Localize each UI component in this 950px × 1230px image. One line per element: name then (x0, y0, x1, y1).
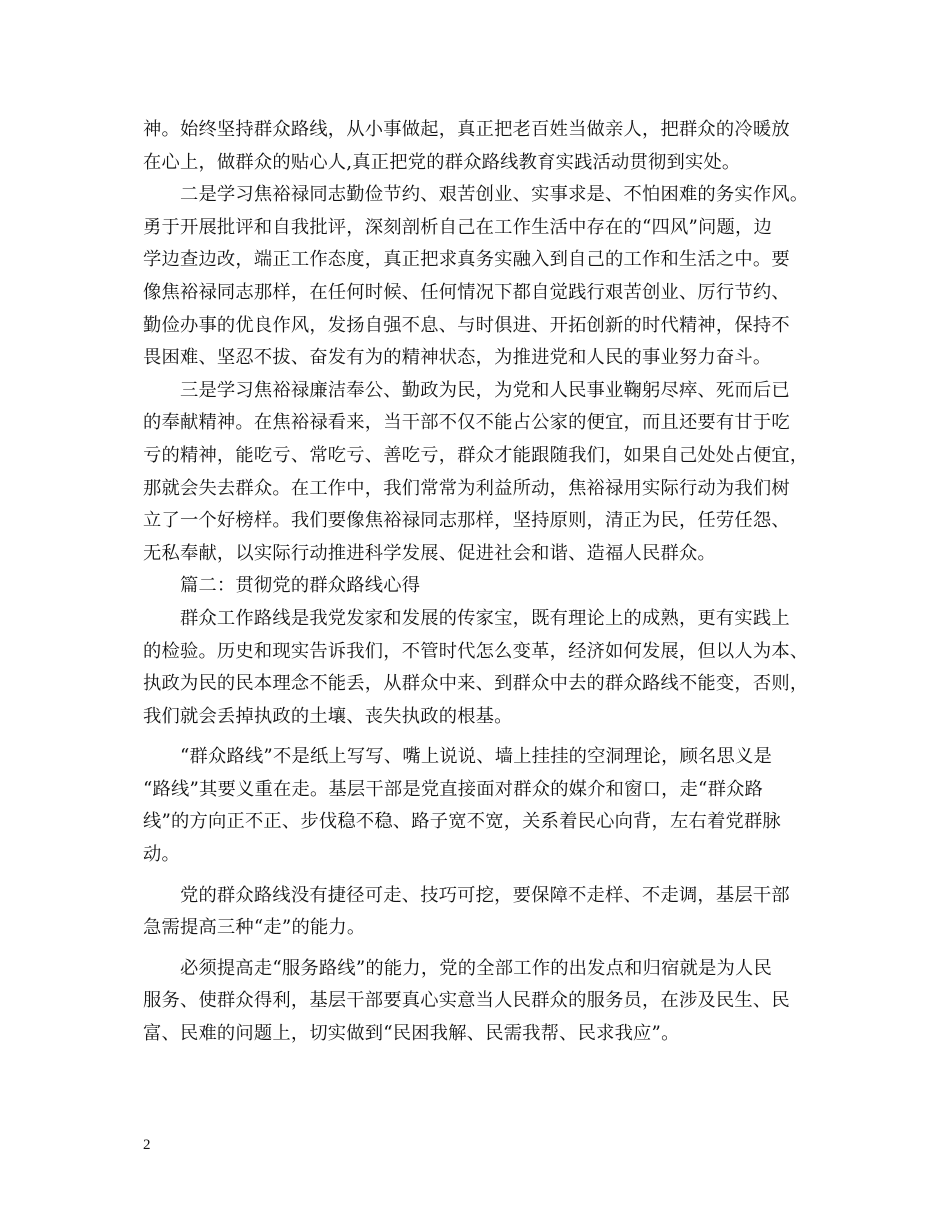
document-body (143, 114, 823, 1051)
paragraph-6 (143, 880, 823, 945)
paragraph-7 (143, 953, 823, 1051)
paragraph-spacer (143, 733, 823, 741)
text-line: “路线”其要义重在走。基层干部是党直接面对群众的媒介和窗口，走“群众路 (143, 778, 764, 800)
text-line: 党的群众路线没有捷径可走、技巧可挖，要保障不走样、不走调，基层干部 (143, 884, 790, 906)
paragraph-2 (143, 179, 823, 375)
text-line: 那就会失去群众。在工作中，我们常常为利益所动，焦裕禄用实际行动为我们树 (143, 477, 790, 499)
paragraph-5 (143, 741, 823, 871)
text-line: 群众工作路线是我党发家和发展的传家宝，既有理论上的成熟，更有实践上 (143, 607, 790, 629)
text-line: 神。始终坚持群众路线，从小事做起，真正把老百姓当做亲人，把群众的冷暖放 (143, 119, 790, 140)
paragraph-4 (143, 603, 823, 733)
text-line: 勇于开展批评和自我批评，深刻剖析自己在工作生活中存在的“四风”问题，边 (143, 216, 772, 238)
text-line: 服务、使群众得利，基层干部要真心实意当人民群众的服务员，在涉及民生、民 (143, 990, 790, 1012)
paragraph-1 (143, 114, 823, 179)
paragraph-3 (143, 375, 823, 571)
text-line: 富、民难的问题上，切实做到“民困我解、民需我帮、民求我应”。 (143, 1023, 680, 1045)
text-line: “群众路线”不是纸上写写、嘴上说说、墙上挂挂的空洞理论，顾名思义是 (143, 746, 772, 768)
text-line: 急需提高三种“走”的能力。 (143, 917, 366, 939)
text-line: 在心上，做群众的贴心人,真正把党的群众路线教育实践活动贯彻到实处。 (143, 151, 741, 173)
text-line: 执政为民的民本理念不能丢，从群众中来、到群众中去的群众路线不能变，否则， (143, 673, 809, 695)
text-line: 必须提高走“服务路线”的能力，党的全部工作的出发点和归宿就是为人民 (143, 957, 772, 979)
text-line: 三是学习焦裕禄廉洁奉公、勤政为民，为党和人民事业鞠躬尽瘁、死而后已 (143, 379, 790, 401)
page-number: 2 (143, 1137, 151, 1153)
text-line: 我们就会丢掉执政的土壤、丧失执政的根基。 (143, 705, 513, 727)
text-line: 的奉献精神。在焦裕禄看来，当干部不仅不能占公家的便宜，而且还要有甘于吃 (143, 412, 790, 434)
paragraph-spacer (143, 945, 823, 953)
text-line: 勤俭办事的优良作风，发扬自强不息、与时俱进、开拓创新的时代精神，保持不 (143, 314, 790, 336)
text-line: 学边查边改，端正工作态度，真正把求真务实融入到自己的工作和生活之中。要 (143, 249, 790, 271)
text-line: 立了一个好榜样。我们要像焦裕禄同志那样，坚持原则，清正为民，任劳任怨、 (143, 510, 790, 532)
text-line: 亏的精神，能吃亏、常吃亏、善吃亏，群众才能跟随我们，如果自己处处占便宜， (143, 444, 809, 466)
text-line: 二是学习焦裕禄同志勤俭节约、艰苦创业、实事求是、不怕困难的务实作风。 (143, 184, 809, 206)
text-line: 无私奉献，以实际行动推进科学发展、促进社会和谐、造福人民群众。 (143, 542, 716, 564)
paragraph-spacer (143, 872, 823, 880)
section-heading (143, 570, 823, 603)
text-line: 像焦裕禄同志那样，在任何时候、任何情况下都自觉践行艰苦创业、厉行节约、 (143, 281, 790, 303)
text-line: 的检验。历史和现实告诉我们，不管时代怎么变革，经济如何发展，但以人为本、 (143, 640, 809, 662)
text-line: 畏困难、坚忍不拔、奋发有为的精神状态，为推进党和人民的事业努力奋斗。 (143, 347, 772, 369)
text-line: 线”的方向正不正、步伐稳不稳、路子宽不宽，关系着民心向背，左右着党群脉 (143, 811, 781, 833)
text-line: 动。 (143, 844, 180, 866)
section-title: 篇二：贯彻党的群众路线心得 (143, 575, 421, 597)
